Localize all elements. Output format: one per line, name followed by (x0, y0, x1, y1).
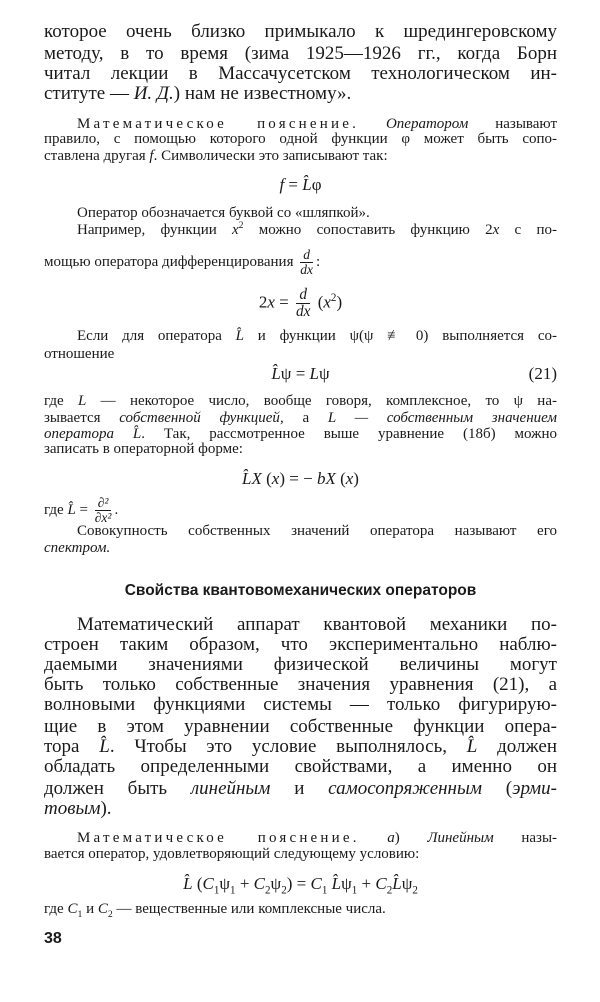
subscript: 2 (107, 908, 113, 920)
italic-text: спектром. (44, 539, 111, 556)
fraction (300, 248, 313, 277)
text-line: должен быть линейным и самосопряженным (эрми- (44, 777, 557, 799)
text-line: товым). (44, 797, 112, 819)
formula-21: L̂ψ = Lψ (21) (271, 363, 557, 383)
text-line: читал лекции в Массачусетском технологическом ин- (44, 62, 557, 84)
note-line: правило, с помощью которого одной функции φ может быть сопо- (44, 130, 557, 147)
italic-text: линейным (190, 777, 271, 799)
note-line: Математическое пояснение. а) Линейным назы- (77, 829, 558, 846)
italic-text: эрми- (512, 777, 557, 799)
italic-text: товым (44, 797, 101, 819)
text-line: тора L̂. Чтобы это условие выполнялось, L̂ должен (44, 735, 557, 757)
fraction (296, 287, 310, 320)
text-line: которое очень близко примыкало к шредингеровскому (44, 20, 557, 42)
italic-text: L̂ (331, 873, 342, 893)
formula: L̂ $(C_1\psi_1 + C_2\psi_2) = C_1$ $L̂\psi_1$ + $C_2L̂\psi_2$ (183, 873, 418, 896)
subscript: 1 (230, 883, 236, 896)
italic-text: f (279, 174, 285, 194)
italic-text: x (345, 468, 354, 488)
subscript: 2 (386, 883, 393, 896)
italic-text: L̂X (242, 468, 262, 488)
italic-text: L (309, 363, 319, 383)
text-line: щие в этом уравнении собственные функции опера- (44, 715, 557, 737)
formula: L̂X (x) = − bX (x) (242, 468, 359, 488)
text-line: методу, в то время (зима 1925—1926 гг., когда Борн (44, 42, 557, 64)
italic-text: x (271, 468, 280, 488)
note-line: вается оператор, удовлетворяющий следующему условию: (44, 845, 420, 862)
italic-text: x (492, 221, 500, 238)
note-line: где L̂ = $\frac{\text{∂²}}{\text{∂x²}}$ . (44, 494, 119, 525)
text-line: Математический аппарат квантовой механики по- (77, 613, 557, 635)
denominator: ∂x² (94, 509, 112, 525)
italic-text: L̂ (466, 735, 478, 757)
subscript: 1 (321, 883, 328, 896)
italic-text: C (310, 873, 322, 893)
italic-text: C (97, 900, 108, 917)
note-line: Например, функции $x^2$ можно сопоставить функцию 2x с по- (77, 219, 557, 238)
italic-text: C (202, 873, 214, 893)
note-line: где $C_1$ и $C_2$ — вещественные или комплексные числа. (44, 900, 386, 920)
italic-text: L — собственным значением (327, 409, 557, 426)
italic-text: L̂ (392, 873, 402, 893)
note-line: где L — некоторое число, вообще говоря, комплексное, то ψ на- (44, 392, 557, 409)
formula: 2x = $\frac{d}{dx}$ $(x^2)$ (258, 285, 343, 320)
denominator: dx (296, 302, 311, 320)
note-line: Если для оператора L̂ и функции ψ(ψ ≢ 0) выполняется со- (77, 327, 557, 344)
italic-text: L̂ (67, 501, 76, 518)
text-line: быть только собственные значения уравнения (21), а (44, 673, 557, 695)
fraction (95, 496, 112, 525)
note-line: Совокупность собственных значений оператора называют его (77, 522, 557, 539)
note-line: оператора L̂. Так, рассмотренное выше уравнение (18б) можно (44, 425, 557, 442)
italic-text: C (253, 873, 265, 893)
note-line: отношение (44, 345, 115, 362)
formula: f = L̂φ (279, 174, 322, 194)
numerator: d (300, 248, 313, 263)
italic-text: x (267, 291, 275, 311)
italic-text: C (67, 900, 78, 917)
italic-text: а (387, 829, 395, 846)
note-line: Математическое пояснение. Оператором называют (77, 115, 557, 132)
italic-text: L (78, 392, 87, 409)
italic-text: f (149, 147, 154, 164)
italic-text: L̂ (99, 735, 110, 757)
numerator: ∂² (95, 496, 112, 511)
note-line: Оператор обозначается буквой со «шляпкой». (77, 204, 370, 221)
text-line: ституте — И. Д.) нам не известному». (44, 82, 352, 104)
spaced-heading: Математическое пояснение. (77, 829, 360, 846)
subscript: 2 (281, 883, 287, 896)
section-heading: Свойства квантовомеханических операторов (124, 581, 477, 599)
text-line: волновыми функциями системы — только фигурирую- (44, 693, 557, 715)
note-line: ставлена другая f. Символически это записывают так: (44, 147, 388, 164)
text-line: обладать определенными свойствами, а именно он (44, 755, 557, 777)
italic-text: собственной функцией (119, 409, 280, 426)
subscript: 2 (265, 883, 271, 896)
note-line (44, 540, 557, 557)
subscript: 1 (351, 883, 358, 896)
subscript: 2 (412, 883, 418, 896)
italic-text: Линейным (427, 829, 494, 846)
text-line: даемыми значениями физической величины могут (44, 653, 557, 675)
subscript: 1 (77, 908, 83, 920)
italic-text: L̂ (183, 873, 193, 893)
note-line: зывается собственной функцией, а L — собственным значением (44, 409, 557, 426)
italic-text: x (232, 221, 239, 238)
subscript: 1 (213, 883, 220, 896)
note-line: записать в операторной форме: (44, 440, 243, 457)
italic-text: L̂ (235, 327, 244, 344)
italic-text: bX (316, 468, 336, 488)
note-line: мощью оператора дифференцирования $\frac{d}{dx}$ : (44, 246, 321, 277)
italic-text: Оператором (385, 115, 469, 132)
equation-number: (21) (528, 363, 557, 383)
numerator: d (296, 287, 310, 304)
denominator: dx (300, 261, 313, 277)
spaced-heading: Математическое пояснение. (77, 115, 360, 132)
italic-text: x (323, 291, 331, 311)
page-number: 38 (44, 929, 62, 947)
italic-text: L̂ (271, 363, 281, 383)
text-line: строен таким образом, что экспериментально наблю- (44, 633, 557, 655)
italic-text: И. Д. (133, 82, 174, 104)
superscript: 2 (330, 291, 337, 304)
italic-text: оператора L̂ (44, 425, 142, 442)
italic-text: L̂ (302, 174, 312, 194)
italic-text: самосопряженным (328, 777, 482, 799)
superscript: 2 (238, 219, 244, 231)
italic-text: C (375, 873, 387, 893)
